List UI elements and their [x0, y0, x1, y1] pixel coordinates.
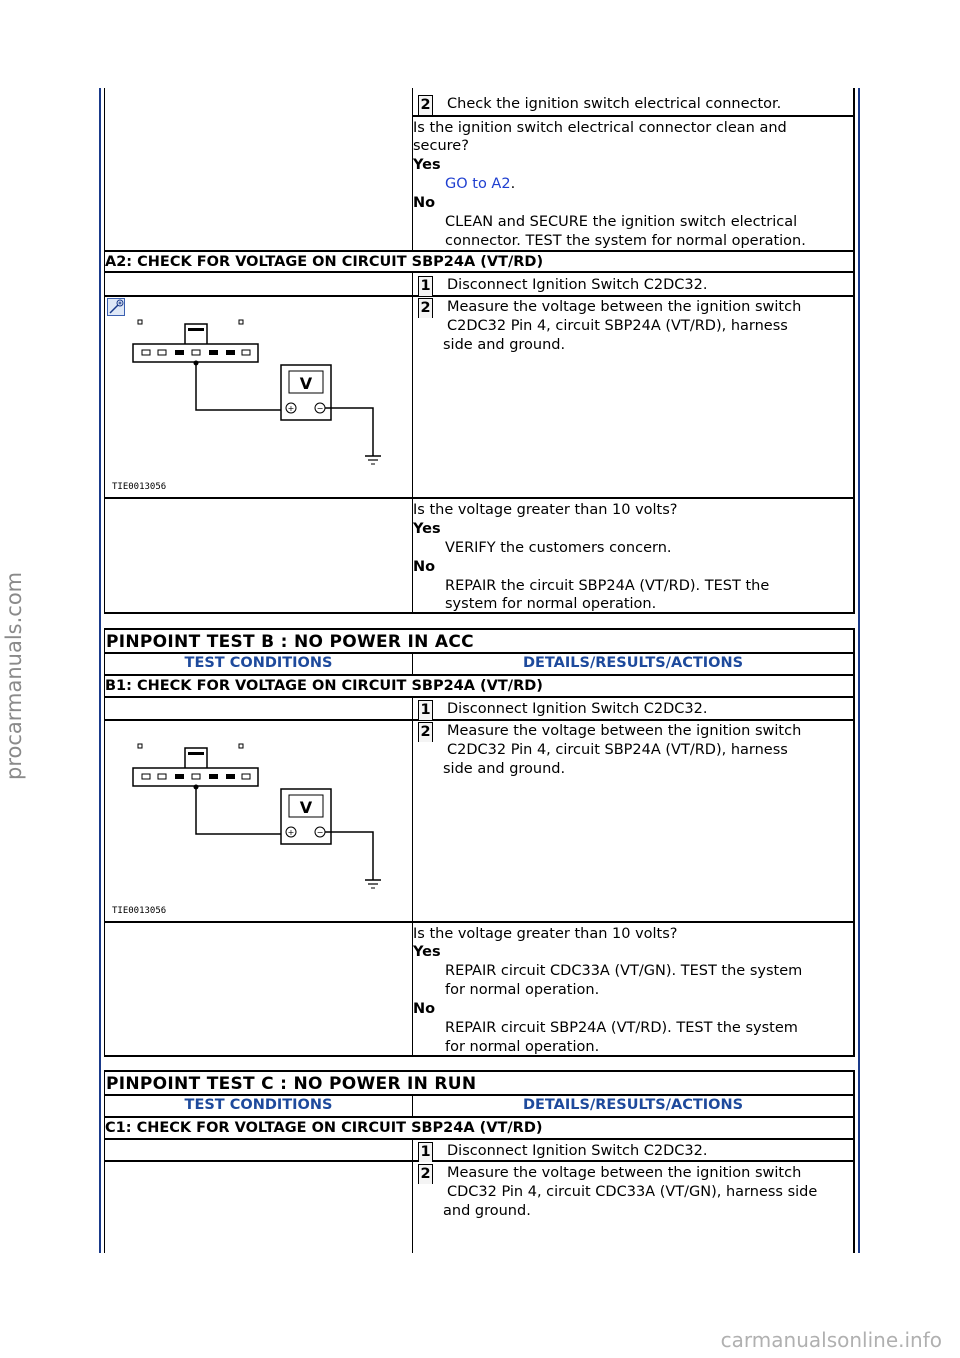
question-text: Is the voltage greater than 10 volts? — [413, 926, 678, 942]
bottom-watermark: carmanualsonline.info — [720, 1328, 942, 1352]
step-text: Disconnect Ignition Switch C2DC32. — [447, 277, 708, 293]
b1-header: B1: CHECK FOR VOLTAGE ON CIRCUIT SBP24A (VT/RD) — [105, 678, 543, 694]
yes-action: for normal operation. — [445, 982, 600, 998]
step-text: Measure the voltage between the ignition switch — [447, 299, 802, 315]
no-action: REPAIR the circuit SBP24A (VT/RD). TEST the — [445, 578, 770, 594]
column-header-test-conditions: TEST CONDITIONS — [184, 655, 333, 671]
question-text: Is the voltage greater than 10 volts? — [413, 502, 678, 518]
page-left-border — [99, 88, 101, 1253]
step-number: 2 — [418, 298, 433, 318]
voltage-measurement-diagram — [108, 742, 408, 920]
step-text: C2DC32 Pin 4, circuit SBP24A (VT/RD), harness — [447, 742, 788, 758]
step-number: 2 — [418, 95, 433, 115]
step-text: Disconnect Ignition Switch C2DC32. — [447, 701, 708, 717]
side-watermark: procarmanuals.com — [2, 571, 26, 780]
svg-text:−: − — [316, 828, 324, 837]
step-number: 1 — [418, 276, 433, 296]
no-label: No — [413, 195, 436, 211]
column-header-details: DETAILS/RESULTS/ACTIONS — [522, 655, 744, 671]
yes-action: REPAIR circuit CDC33A (VT/GN). TEST the system — [445, 963, 803, 979]
pinpoint-test-b-title: PINPOINT TEST B : NO POWER IN ACC — [106, 632, 474, 652]
go-to-a2-link[interactable]: GO to A2 — [445, 176, 511, 192]
diagram-label: TIE0013056 — [112, 482, 167, 492]
yes-action: VERIFY the customers concern. — [445, 540, 672, 556]
period: . — [510, 176, 516, 192]
step-text: Disconnect Ignition Switch C2DC32. — [447, 1143, 708, 1159]
step-text: C2DC32 Pin 4, circuit SBP24A (VT/RD), harness — [447, 318, 788, 334]
step-text: CDC32 Pin 4, circuit CDC33A (VT/GN), harness side — [447, 1184, 818, 1200]
pinpoint-test-c-title: PINPOINT TEST C : NO POWER IN RUN — [106, 1074, 477, 1094]
diagram-label: TIE0013056 — [112, 906, 167, 916]
column-header-test-conditions: TEST CONDITIONS — [184, 1097, 333, 1113]
no-action: for normal operation. — [445, 1039, 600, 1055]
yes-label: Yes — [413, 944, 441, 960]
column-header-details: DETAILS/RESULTS/ACTIONS — [522, 1097, 744, 1113]
voltage-measurement-diagram — [108, 318, 408, 496]
step-number: 2 — [418, 1164, 433, 1184]
step-number: 2 — [418, 722, 433, 742]
yes-label: Yes — [413, 521, 441, 537]
step-text: side and ground. — [443, 761, 566, 777]
step-text: side and ground. — [443, 337, 566, 353]
a2-header: A2: CHECK FOR VOLTAGE ON CIRCUIT SBP24A (VT/RD) — [105, 254, 544, 270]
no-action: CLEAN and SECURE the ignition switch electrical — [445, 214, 798, 230]
c1-header: C1: CHECK FOR VOLTAGE ON CIRCUIT SBP24A (VT/RD) — [105, 1120, 543, 1136]
no-action: REPAIR circuit SBP24A (VT/RD). TEST the system — [445, 1020, 798, 1036]
yes-label: Yes — [413, 157, 441, 173]
yes-action — [445, 175, 515, 194]
step-text: Measure the voltage between the ignition switch — [447, 723, 802, 739]
step-number: 1 — [418, 1142, 433, 1162]
step-text: Check the ignition switch electrical connector. — [447, 96, 782, 112]
no-label: No — [413, 559, 436, 575]
question-text: Is the ignition switch electrical connector clean and — [413, 120, 787, 136]
no-action: system for normal operation. — [445, 596, 657, 612]
svg-text:+: + — [287, 828, 295, 837]
step-number: 1 — [418, 700, 433, 720]
svg-text:+: + — [287, 404, 295, 413]
meter-label: V — [299, 798, 313, 817]
step-text: and ground. — [443, 1203, 531, 1219]
step-text: Measure the voltage between the ignition switch — [447, 1165, 802, 1181]
question-text: secure? — [413, 138, 469, 154]
svg-text:−: − — [316, 404, 324, 413]
no-label: No — [413, 1001, 436, 1017]
zoom-icon[interactable] — [107, 298, 125, 316]
meter-label: V — [299, 374, 313, 393]
page-right-border — [858, 88, 860, 1253]
no-action: connector. TEST the system for normal operation. — [445, 233, 806, 249]
